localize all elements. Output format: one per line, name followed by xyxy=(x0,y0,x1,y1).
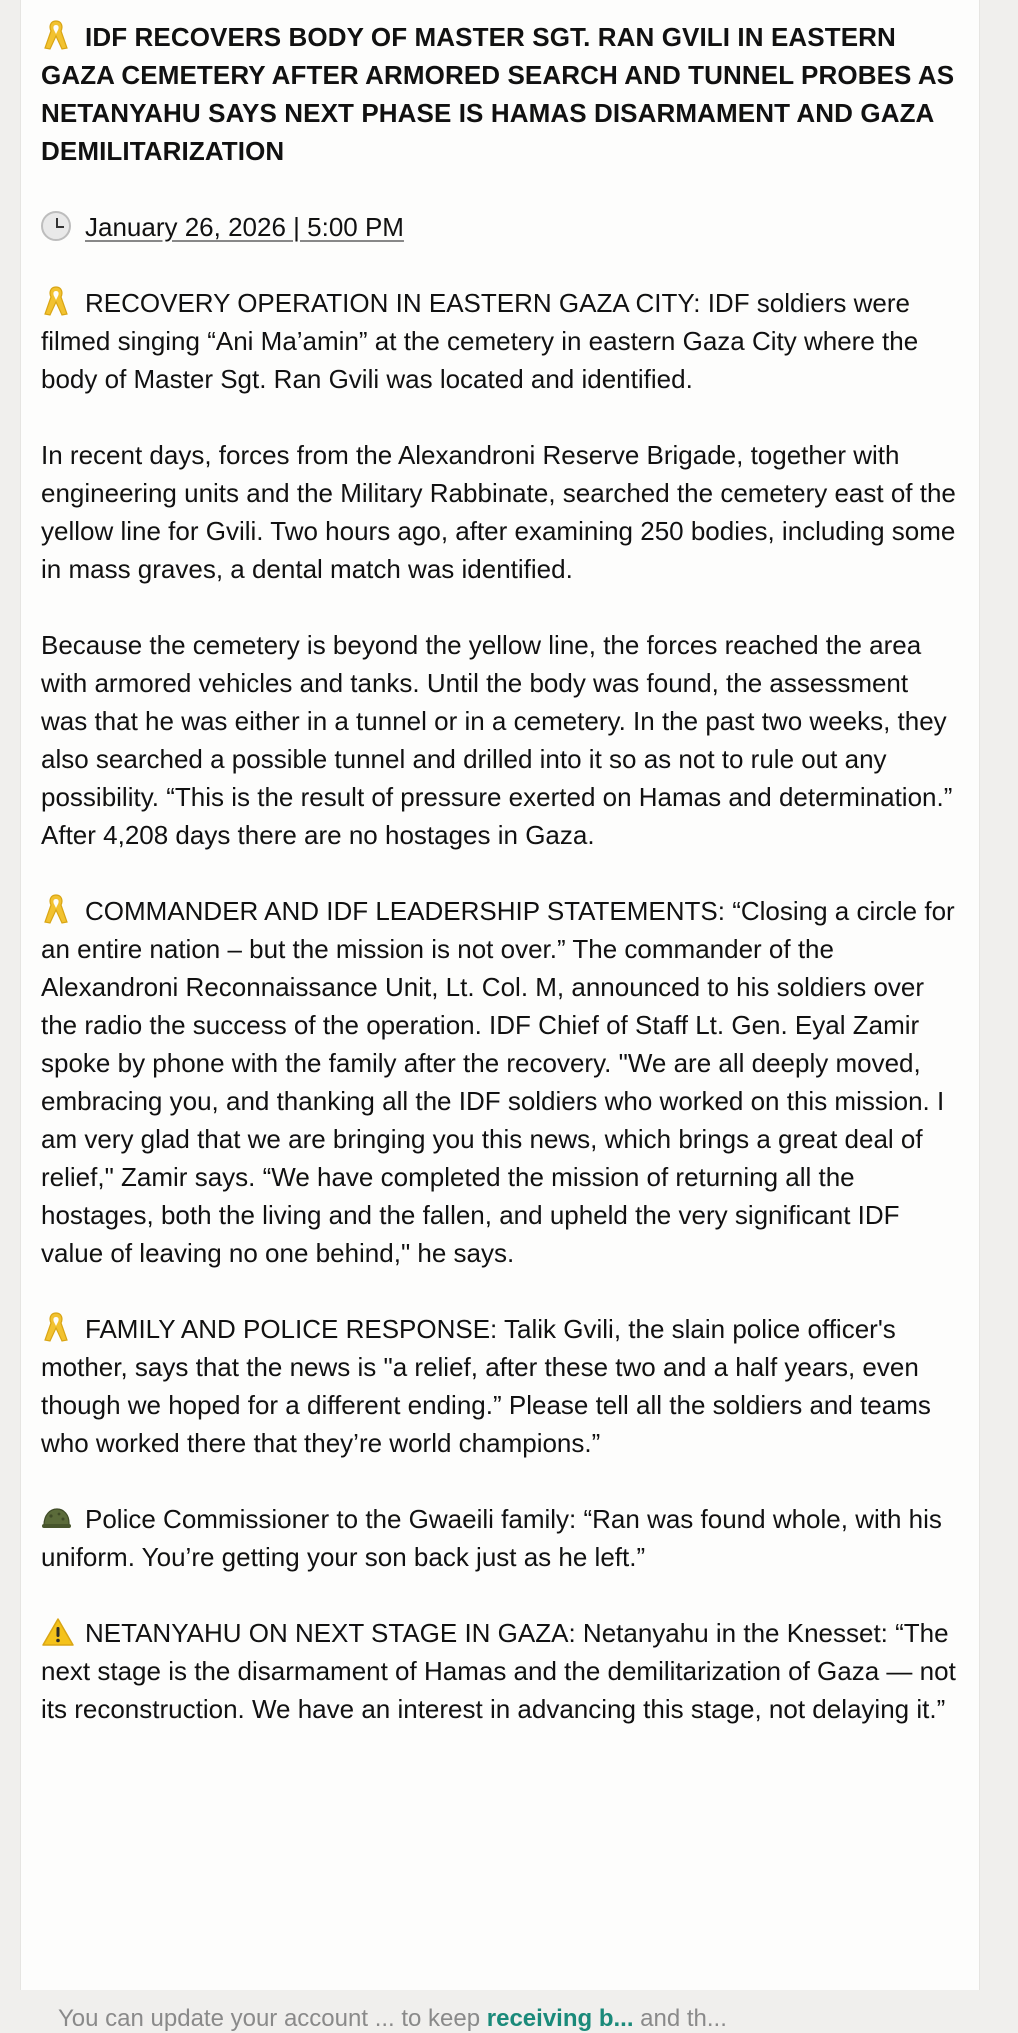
footer-link[interactable]: receiving b... xyxy=(486,2005,641,2032)
paragraph-text: NETANYAHU ON NEXT STAGE IN GAZA: Netanyahu in the Knesset: “The next stage is the disarmament of Hamas and the demilitarization of Gaza — not its reconstruction. We have an interest in advancing this stage, not delaying it.” xyxy=(41,1618,956,1724)
paragraph-netanyahu-next-stage xyxy=(41,1614,959,1728)
yellow-ribbon-icon xyxy=(41,1310,71,1344)
paragraph-text: Because the cemetery is beyond the yellow line, the forces reached the area with armored vehicles and tanks. Until the body was found, the assessment was that he was either in a tunnel or in a cemetery. In the past two weeks, they also searched a possible tunnel and drilled into it so as not to rule out any possibility. “This is the result of pressure exerted on Hamas and determination.” After 4,208 days there are no hostages in Gaza. xyxy=(41,630,953,850)
yellow-ribbon-icon xyxy=(41,18,71,52)
footer-prefix: You can update your account ... to keep xyxy=(58,2005,487,2032)
paragraph-text: In recent days, forces from the Alexandroni Reserve Brigade, together with engineering units and the Military Rabbinate, searched the cemetery east of the yellow line for Gvili. Two hours ago, after examining 250 bodies, including some in mass graves, a dental match was identified. xyxy=(41,440,956,584)
footer-notice xyxy=(58,2005,958,2033)
paragraph-text: RECOVERY OPERATION IN EASTERN GAZA CITY: IDF soldiers were filmed singing “Ani Ma’amin” at the cemetery in eastern Gaza City where the body of Master Sgt. Ran Gvili was located and identified. xyxy=(41,288,919,394)
footer-suffix: and th... xyxy=(640,2005,727,2032)
yellow-ribbon-icon xyxy=(41,892,71,926)
article-headline xyxy=(41,18,959,170)
paragraph-recovery-operation xyxy=(41,284,959,398)
paragraph-text: COMMANDER AND IDF LEADERSHIP STATEMENTS: “Closing a circle for an entire nation – but the mission is not over.” The commander of the Alexandroni Reconnaissance Unit, Lt. Col. M, announced to his soldiers over the radio the success of the operation. IDF Chief of Staff Lt. Gen. Eyal Zamir spoke by phone with the family after the recovery. "We are all deeply moved, embracing you, and thanking all the IDF soldiers who worked on this mission. I am very glad that we are bringing you this news, which brings a great deal of relief," Zamir says. “We have completed the mission of returning all the hostages, both the living and the fallen, and upheld the very significant IDF value of leaving no one behind," he says. xyxy=(41,896,955,1268)
yellow-ribbon-icon xyxy=(41,284,71,318)
article-card xyxy=(20,0,980,1990)
warning-icon xyxy=(41,1617,75,1647)
paragraph-text: Police Commissioner to the Gwaeili family: “Ran was found whole, with his uniform. You’re getting your son back just as he left.” xyxy=(41,1504,942,1572)
clock-icon xyxy=(41,211,71,241)
paragraph-police-commissioner xyxy=(41,1500,959,1576)
paragraph-armored-search xyxy=(41,626,959,854)
paragraph-family-response xyxy=(41,1310,959,1462)
datetime-link[interactable]: January 26, 2026 | 5:00 PM xyxy=(85,212,404,242)
military-helmet-icon xyxy=(41,1506,71,1532)
article-datetime xyxy=(41,208,959,246)
paragraph-text: FAMILY AND POLICE RESPONSE: Talik Gvili, the slain police officer's mother, says that the news is "a relief, after these two and a half years, even though we hoped for a different ending.” Please tell all the soldiers and teams who worked there that they’re world champions.” xyxy=(41,1314,931,1458)
headline-text: IDF RECOVERS BODY OF MASTER SGT. RAN GVILI IN EASTERN GAZA CEMETERY AFTER ARMORED SEARCH AND TUNNEL PROBES AS NETANYAHU SAYS NEXT PHASE IS HAMAS DISARMAMENT AND GAZA DEMILITARIZATION xyxy=(41,22,955,166)
paragraph-leadership-statements xyxy=(41,892,959,1272)
paragraph-search-details xyxy=(41,436,959,588)
